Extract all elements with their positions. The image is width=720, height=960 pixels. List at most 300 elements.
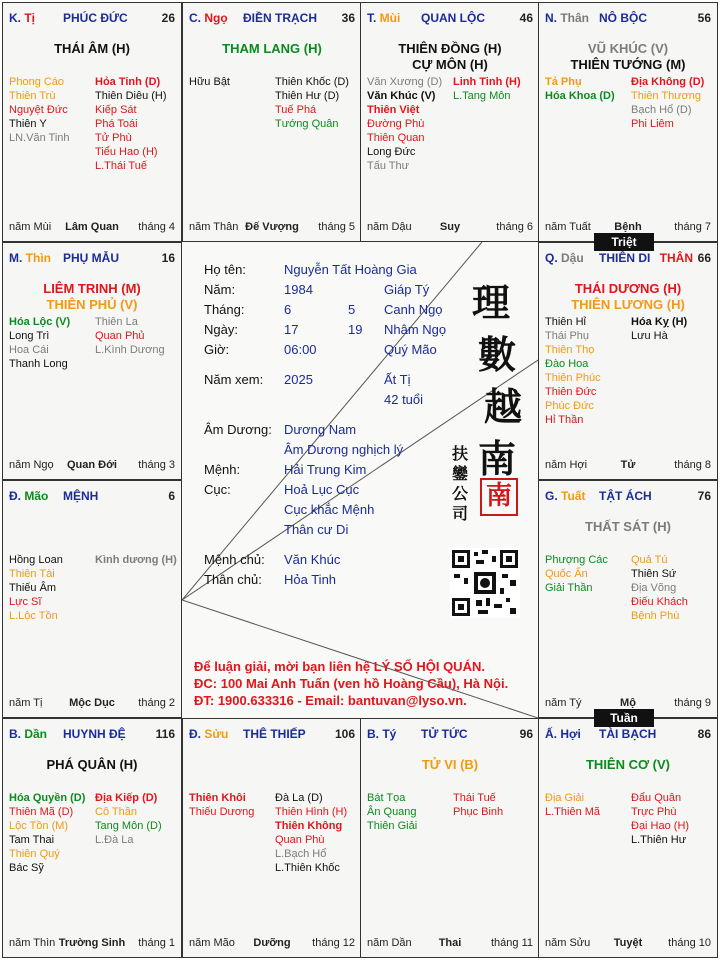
minor-stars-right <box>95 75 167 173</box>
triet-tag: Triệt <box>594 233 654 251</box>
palace-footer <box>189 221 355 235</box>
ngay-duong-value: 17 <box>284 322 299 337</box>
minor-star: Đại Hao (H) <box>631 820 690 832</box>
palace-branch: Tuất <box>561 489 586 503</box>
palace-branch: Thân <box>560 11 590 25</box>
minor-star: L.Lộc Tồn <box>9 610 58 622</box>
palace-stem: Đ. <box>189 727 205 741</box>
palace-age-number: 46 <box>519 11 533 25</box>
contact-line-2: ĐC: 100 Mai Anh Tuấn (ven hồ Hoàng Cầu), Hà Nội. <box>194 676 509 691</box>
minor-star: L.Thiên Mã <box>545 806 601 818</box>
minor-star: Tấu Thư <box>367 160 410 172</box>
qr-code-graphic <box>450 548 520 618</box>
palace-age-number: 106 <box>334 727 355 741</box>
minor-star: Lưu Hà <box>631 330 668 342</box>
palace-footer <box>545 937 711 951</box>
minor-star: Phá Toái <box>95 118 138 130</box>
minor-stars-left <box>367 791 417 833</box>
small-callig-4: 司 <box>452 504 469 523</box>
minor-star: L.Thái Tuế <box>95 160 147 172</box>
palace-name: THIÊN DI <box>599 251 651 265</box>
palace-month: tháng 5 <box>318 221 355 233</box>
gio-can-value: Quý Mão <box>384 342 437 357</box>
palace-cell[interactable] <box>538 242 718 480</box>
minor-stars-left <box>9 75 70 145</box>
menh-chu-label: Mệnh chủ: <box>204 552 265 567</box>
minor-star: Văn Khúc (V) <box>367 90 436 102</box>
palace-year: năm Dần <box>367 937 412 949</box>
minor-star: Đà La (D) <box>275 792 323 804</box>
minor-star: Hồng Loan <box>9 554 63 566</box>
palace-stage: Dưỡng <box>253 937 291 949</box>
nam-xem-value: 2025 <box>284 372 313 387</box>
palace-position <box>367 11 400 25</box>
minor-star: Phong Cáo <box>9 76 65 88</box>
center-info-panel <box>182 242 538 718</box>
minor-star: Thiên Việt <box>367 104 420 116</box>
minor-star: Thiên Quý <box>9 848 60 860</box>
palace-cell[interactable] <box>360 718 540 958</box>
palace-header <box>545 11 711 27</box>
ngay-am-value: 19 <box>348 322 363 337</box>
minor-star: Thiên Hỉ <box>545 316 586 328</box>
palace-age-number: 26 <box>161 11 175 25</box>
palace-cell[interactable] <box>2 242 182 480</box>
minor-star: Thiên Sứ <box>631 568 677 580</box>
palace-footer <box>9 937 175 951</box>
thang-can-value: Canh Ngọ <box>384 302 443 317</box>
minor-stars-left <box>9 791 85 875</box>
gio-value: 06:00 <box>284 342 317 357</box>
minor-star: Thiên Y <box>9 118 47 130</box>
palace-stem: G. <box>545 489 562 503</box>
minor-star: Địa Không (D) <box>631 76 705 88</box>
minor-stars-left <box>189 791 254 819</box>
minor-stars-right <box>631 75 704 131</box>
palace-year: năm Tý <box>545 697 582 709</box>
minor-star: Linh Tinh (H) <box>453 76 521 88</box>
minor-star: L.Thiên Hư <box>631 834 687 846</box>
minor-star: Phục Binh <box>453 806 504 818</box>
nam-can-value: Giáp Tý <box>384 282 430 297</box>
palace-cell[interactable] <box>538 480 718 718</box>
minor-star: Quan Phủ <box>95 330 145 342</box>
palace-name: QUAN LỘC <box>421 11 485 25</box>
tuan-tag: Tuần <box>594 709 654 727</box>
menh-label: Mệnh: <box>204 462 241 477</box>
minor-star: Phúc Đức <box>545 400 594 412</box>
palace-name: MỆNH <box>63 489 99 503</box>
palace-header <box>9 727 175 743</box>
palace-stage: Mộ <box>620 697 636 709</box>
palace-month: tháng 1 <box>138 937 175 949</box>
minor-stars-left <box>9 553 63 623</box>
palace-stage: Mộc Dục <box>69 697 115 709</box>
palace-footer <box>9 459 175 473</box>
am-duong-label: Âm Dương: <box>204 422 272 437</box>
palace-year: năm Sửu <box>545 937 591 949</box>
nam-xem-label: Năm xem: <box>204 372 264 387</box>
main-star: THAM LANG (H) <box>222 41 322 56</box>
minor-star: L.Tang Môn <box>453 90 511 102</box>
calligraphy-char-4: 南 <box>478 436 517 481</box>
minor-stars-left <box>545 75 615 103</box>
than-chu-value: Hỏa Tinh <box>284 572 337 587</box>
minor-star: Quan Phù <box>275 834 325 846</box>
minor-star: Bát Tọa <box>367 792 406 804</box>
palace-cell[interactable] <box>2 480 182 718</box>
minor-stars-right <box>95 553 177 567</box>
palace-header <box>545 727 711 743</box>
minor-star: Trực Phù <box>631 806 677 818</box>
palace-cell[interactable] <box>182 718 362 958</box>
palace-branch: Dậu <box>561 251 584 265</box>
palace-year: năm Ngọ <box>9 459 54 471</box>
palace-month: tháng 11 <box>490 937 533 949</box>
main-stars <box>3 757 181 773</box>
minor-star: Thiên Diêu (H) <box>95 90 167 102</box>
main-stars <box>361 757 539 773</box>
ho-ten-value: Nguyễn Tất Hoàng Gia <box>284 262 417 277</box>
minor-star: Nguyệt Đức <box>9 104 68 116</box>
minor-star: Bệnh Phù <box>631 610 680 622</box>
small-calligraphy <box>452 444 468 524</box>
palace-branch: Tý <box>382 727 397 741</box>
main-stars <box>361 41 539 73</box>
minor-star: Văn Xương (D) <box>367 76 443 88</box>
palace-month: tháng 9 <box>674 697 711 709</box>
am-duong-note: Âm Dương nghịch lý <box>284 442 404 457</box>
palace-position <box>545 251 584 265</box>
palace-name: ĐIỀN TRẠCH <box>243 11 317 25</box>
palace-month: tháng 8 <box>674 459 711 471</box>
palace-header <box>545 251 711 267</box>
palace-stage: Tuyệt <box>613 937 643 949</box>
cuc-note-2: Thân cư Di <box>284 522 349 537</box>
minor-stars-right <box>453 791 503 819</box>
palace-branch: Sửu <box>204 727 229 741</box>
palace-year: năm Mùi <box>9 221 52 233</box>
contact-info <box>194 658 508 709</box>
minor-star: Thiên Mã (D) <box>9 806 74 818</box>
palace-name: HUYNH ĐỆ <box>63 727 126 741</box>
minor-star: Địa Kiếp (D) <box>95 792 158 804</box>
minor-star: Thiên Thương <box>631 90 702 102</box>
minor-star: Quả Tú <box>631 554 668 566</box>
minor-star: Thái Tuế <box>453 792 496 804</box>
main-stars <box>539 757 717 773</box>
red-seal-stamp: 南 <box>480 478 518 516</box>
minor-star: Long Đức <box>367 146 416 158</box>
minor-star: Hóa Kỵ (H) <box>631 316 688 328</box>
palace-header <box>189 11 355 27</box>
palace-cell[interactable] <box>360 2 540 242</box>
minor-star: Thiên Hình (H) <box>275 806 348 818</box>
minor-star: Tang Môn (D) <box>95 820 162 832</box>
palace-name: THÊ THIẾP <box>243 727 306 741</box>
minor-star: Giải Thần <box>545 582 593 594</box>
main-star: THÁI DƯƠNG (H) <box>574 281 682 296</box>
palace-position <box>545 11 589 25</box>
palace-stem: Ấ. <box>545 727 561 741</box>
palace-footer <box>9 221 175 235</box>
minor-star: Hoa Cái <box>9 344 49 356</box>
gio-label: Giờ: <box>204 342 230 357</box>
palace-stem: Q. <box>545 251 562 265</box>
minor-star: L.Thiên Khốc <box>275 862 340 874</box>
palace-age-number: 86 <box>697 727 711 741</box>
minor-star: Tam Thai <box>9 834 55 846</box>
minor-star: Địa Võng <box>631 582 677 594</box>
minor-star: Địa Giải <box>545 792 585 804</box>
minor-star: Hóa Lộc (V) <box>9 316 71 328</box>
minor-star: L.Kình Dương <box>95 344 165 356</box>
palace-year: năm Thìn <box>9 937 56 949</box>
palace-stage: Tử <box>620 459 636 471</box>
minor-star: Hóa Khoa (D) <box>545 90 615 102</box>
palace-header <box>9 251 175 267</box>
minor-star: Thiên Thọ <box>545 344 595 356</box>
palace-footer <box>9 697 175 711</box>
main-star: LIÊM TRINH (M) <box>43 281 141 296</box>
minor-star: Thiên Đức <box>545 386 597 398</box>
minor-star: Hỏa Tinh (D) <box>95 76 161 88</box>
palace-position <box>545 727 581 741</box>
palace-name: TẬT ÁCH <box>599 489 652 503</box>
minor-star: L.Đà La <box>95 834 134 846</box>
palace-stem: T. <box>367 11 380 25</box>
palace-position <box>189 727 228 741</box>
minor-star: Long Trì <box>9 330 50 342</box>
minor-stars-left <box>9 315 70 371</box>
palace-stem: B. <box>367 727 383 741</box>
small-callig-3: 公 <box>452 484 469 503</box>
minor-star: Quốc Ấn <box>545 568 588 580</box>
minor-star: Tả Phụ <box>545 76 582 88</box>
qr-code[interactable] <box>450 548 520 618</box>
minor-star: Đào Hoa <box>545 358 589 370</box>
minor-stars-left <box>545 315 601 427</box>
menh-value: Hải Trung Kim <box>284 462 367 477</box>
palace-header <box>189 727 355 743</box>
minor-star: Thiên Trù <box>9 90 56 102</box>
palace-month: tháng 12 <box>312 937 355 949</box>
main-stars <box>3 41 181 57</box>
minor-star: Thiên Giải <box>367 820 418 832</box>
palace-cell[interactable] <box>2 718 182 958</box>
nam-value: 1984 <box>284 282 313 297</box>
minor-stars-left <box>367 75 442 173</box>
main-star: PHÁ QUÂN (H) <box>46 757 138 772</box>
main-star: TỬ VI (B) <box>421 757 479 772</box>
cuc-value: Hoả Lục Cục <box>284 482 360 497</box>
palace-month: tháng 3 <box>138 459 175 471</box>
palace-name: PHỤ MẪU <box>63 251 119 265</box>
main-stars <box>183 41 361 57</box>
palace-age-number: 76 <box>697 489 711 503</box>
palace-cell[interactable] <box>538 2 718 242</box>
minor-star: Thiên Hư (D) <box>275 90 340 102</box>
cuc-note-1: Cục khắc Mệnh <box>284 502 375 517</box>
minor-star: Lực Sĩ <box>9 596 42 608</box>
ngay-label: Ngày: <box>204 322 238 337</box>
main-star: THIÊN LƯƠNG (H) <box>571 297 685 312</box>
calligraphy-char-3: 越 <box>484 384 523 429</box>
minor-star: L.Bạch Hổ <box>275 848 327 860</box>
minor-star: Hữu Bật <box>189 76 230 88</box>
palace-position <box>9 11 35 25</box>
palace-age-number: 116 <box>155 727 175 741</box>
main-star: THIÊN TƯỚNG (M) <box>570 57 686 72</box>
minor-star: Điếu Khách <box>631 596 688 608</box>
minor-star: Thiên Không <box>275 820 343 832</box>
minor-star: Thiên Khốc (D) <box>275 76 349 88</box>
minor-star: Bác Sỹ <box>9 862 44 874</box>
palace-month: tháng 7 <box>674 221 711 233</box>
palace-stage: Bệnh <box>614 221 642 233</box>
palace-cell[interactable] <box>538 718 718 958</box>
palace-position <box>189 11 228 25</box>
nam-xem-can-value: Ất Tị <box>384 372 411 387</box>
minor-star: Lộc Tồn (M) <box>9 820 69 832</box>
calligraphy-char-2: 數 <box>478 332 517 377</box>
palace-footer <box>189 937 355 951</box>
palace-year: năm Tị <box>9 697 43 709</box>
calligraphy-char-1: 理 <box>472 280 511 325</box>
main-stars <box>539 41 717 73</box>
small-callig-1: 扶 <box>452 444 469 463</box>
main-star: THÁI ÂM (H) <box>54 41 130 56</box>
palace-branch: Dần <box>24 727 48 741</box>
palace-footer <box>367 221 533 235</box>
minor-star: Thiên Quan <box>367 132 425 144</box>
palace-year: năm Hợi <box>545 459 588 471</box>
palace-footer <box>367 937 533 951</box>
minor-star: Bạch Hổ (D) <box>631 104 692 116</box>
palace-branch: Hợi <box>560 727 581 741</box>
minor-star: Ân Quang <box>367 806 417 818</box>
palace-year: năm Thân <box>189 221 239 233</box>
minor-stars-right <box>95 791 162 847</box>
cuc-label: Cục: <box>204 482 231 497</box>
minor-stars-right <box>275 791 347 875</box>
small-callig-2: 鑾 <box>452 464 469 483</box>
palace-name: TÀI BẠCH <box>599 727 657 741</box>
minor-star: Tiểu Hao (H) <box>95 146 158 158</box>
minor-stars-right <box>631 791 689 847</box>
minor-stars-right <box>631 553 688 623</box>
palace-name: NÔ BỘC <box>599 11 647 25</box>
palace-header <box>367 727 533 743</box>
palace-position <box>9 489 48 503</box>
minor-star: Hỉ Thần <box>545 414 584 426</box>
main-stars <box>539 519 717 535</box>
minor-star: Thiên Phúc <box>545 372 601 384</box>
palace-position <box>545 489 585 503</box>
minor-stars-left <box>545 791 600 819</box>
minor-star: Tử Phù <box>95 132 132 144</box>
palace-age-number: 96 <box>519 727 533 741</box>
palace-header <box>545 489 711 505</box>
palace-age-number: 66 <box>697 251 711 265</box>
main-star: THIÊN PHỦ (V) <box>46 297 138 312</box>
minor-star: Phi Liêm <box>631 118 674 130</box>
palace-month: tháng 10 <box>668 937 711 949</box>
minor-star: Thiên La <box>95 316 138 328</box>
palace-age-number: 16 <box>161 251 175 265</box>
thang-label: Tháng: <box>204 302 245 317</box>
minor-star: Hóa Quyền (D) <box>9 792 86 804</box>
minor-star: Đường Phù <box>367 118 425 130</box>
minor-stars-right <box>453 75 521 103</box>
nam-label: Năm: <box>204 282 236 297</box>
palace-stem: K. <box>9 11 25 25</box>
minor-star: Phượng Các <box>545 554 608 566</box>
minor-star: Thiên Tài <box>9 568 55 580</box>
palace-month: tháng 6 <box>496 221 533 233</box>
palace-branch: Thìn <box>25 251 51 265</box>
palace-age-number: 6 <box>168 489 175 503</box>
palace-year: năm Dậu <box>367 221 412 233</box>
minor-stars-left <box>189 75 230 89</box>
palace-stage: Quan Đới <box>67 459 117 471</box>
palace-header <box>9 11 175 27</box>
minor-star: Kình dương (H) <box>95 554 177 566</box>
minor-stars-right <box>95 315 165 357</box>
thang-duong-value: 6 <box>284 302 292 317</box>
palace-cell[interactable] <box>182 2 362 242</box>
palace-name: TỬ TỨC <box>421 727 468 741</box>
ngay-can-value: Nhâm Ngọ <box>384 322 447 337</box>
palace-branch: Ngọ <box>204 11 228 25</box>
palace-stem: B. <box>9 727 25 741</box>
than-chu-label: Thân chủ: <box>204 572 262 587</box>
palace-year: năm Tuất <box>545 221 591 233</box>
palace-stage: Thai <box>438 937 462 949</box>
minor-stars-right <box>631 315 687 343</box>
palace-position <box>9 727 47 741</box>
minor-star: Thiếu Dương <box>189 806 255 818</box>
palace-stage: Trường Sinh <box>58 937 126 949</box>
tuoi-value: 42 tuổi <box>384 392 424 407</box>
minor-stars-right <box>275 75 349 131</box>
main-stars <box>3 281 181 313</box>
palace-branch: Tị <box>24 11 36 25</box>
minor-star: Thanh Long <box>9 358 68 370</box>
minor-star: Đẩu Quân <box>631 792 682 804</box>
palace-stem: N. <box>545 11 561 25</box>
minor-star: Tuế Phá <box>275 104 317 116</box>
palace-footer <box>545 459 711 473</box>
main-stars <box>539 281 717 313</box>
minor-star: Kiếp Sát <box>95 104 137 116</box>
main-star: THIÊN CƠ (V) <box>585 757 671 772</box>
palace-name: PHÚC ĐỨC <box>63 11 128 25</box>
palace-cell[interactable] <box>2 2 182 242</box>
than-marker: THÂN <box>659 251 693 265</box>
palace-year: năm Mão <box>189 937 235 949</box>
palace-stage: Đế Vượng <box>245 221 299 233</box>
palace-month: tháng 4 <box>138 221 175 233</box>
minor-star: LN.Văn Tinh <box>9 132 70 144</box>
minor-star: Thiên Khôi <box>189 792 246 804</box>
palace-stem: C. <box>189 11 205 25</box>
palace-age-number: 36 <box>341 11 355 25</box>
contact-line-3[interactable]: ĐT: 1900.633316 - Email: bantuvan@lyso.vn. <box>194 693 467 708</box>
minor-star: Tướng Quân <box>275 118 339 130</box>
palace-header <box>9 489 175 505</box>
contact-line-1: Để luận giải, mời bạn liên hệ LÝ SỐ HỘI QUÁN. <box>194 659 485 674</box>
